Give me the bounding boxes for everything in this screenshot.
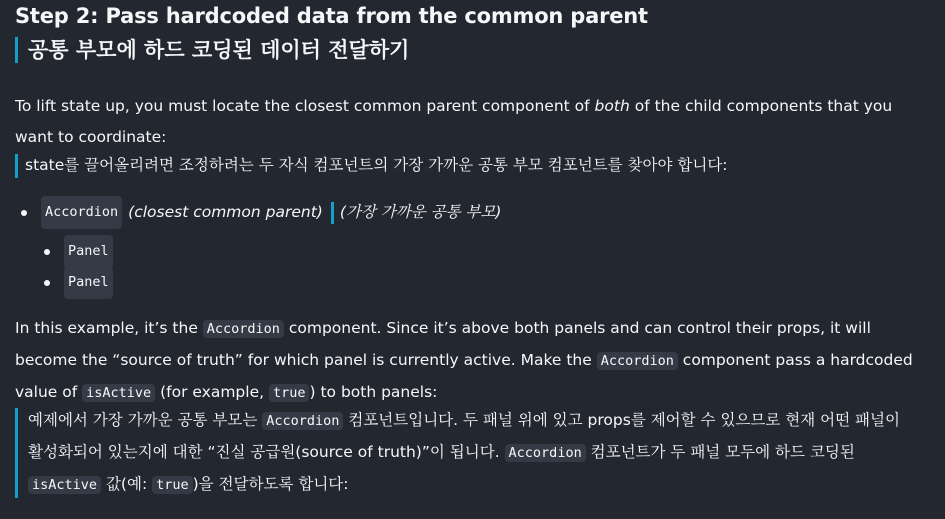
intro-translation [15, 150, 728, 181]
step-heading: Step 2: Pass hardcoded data from the common parent [15, 4, 648, 28]
list-item-note-ko: (가장 가까운 공통 부모) [339, 203, 502, 221]
text-run: component pass a hardcoded value of [15, 351, 913, 401]
text-run: 컴포넌트입니다. 두 패널 위에 있고 props를 제어할 수 있으므로 현재 어떤 패널이 활성화되어 있는지에 대한 “진실 공급원(source of truth)”이 됩니다. [28, 411, 900, 461]
intro-paragraph [15, 91, 915, 153]
explanation-ko-paragraph [28, 405, 918, 501]
inline-code: Accordion [203, 320, 284, 338]
translation-bar [15, 408, 18, 498]
text-run: component. Since it’s above both panels and can control their props, it will become the “source of truth” for which panel is currently active. Make the [15, 319, 871, 369]
inline-code: Panel [64, 235, 113, 268]
list-item-panel [44, 235, 113, 268]
inline-code: isActive [82, 384, 155, 402]
list-item-accordion [21, 196, 501, 229]
translation-bar [15, 37, 18, 63]
text-run: 값(예: [101, 475, 153, 493]
translation-bar [331, 202, 334, 224]
intro-ko-text: state를 끌어올리려면 조정하려는 두 자식 컴포넌트의 가장 가까운 공통 부모 컴포넌트를 찾아야 합니다: [25, 156, 728, 174]
inline-code: true [152, 476, 193, 494]
bullet-icon [21, 210, 27, 216]
inline-code: true [269, 384, 310, 402]
inline-code: Accordion [262, 412, 343, 430]
text-run: ) to both panels: [309, 383, 438, 401]
text-run: In this example, it’s the [15, 319, 203, 337]
text-run: (for example, [155, 383, 269, 401]
text-run: 컴포넌트가 두 패널 모두에 하드 코딩된 [585, 443, 855, 461]
intro-text-2: of the child components that you want to coordinate: [15, 97, 893, 146]
translation-bar [15, 154, 18, 178]
explanation-translation [15, 405, 918, 501]
list-item-note: (closest common parent) [128, 203, 323, 221]
explanation-paragraph [15, 313, 930, 409]
intro-emphasis: both [594, 97, 630, 115]
step-heading-translation [15, 35, 409, 65]
bullet-icon [44, 249, 50, 255]
bullet-icon [44, 280, 50, 286]
inline-code: Accordion [41, 196, 122, 229]
inline-code: Panel [64, 266, 113, 299]
text-run: 예제에서 가장 가까운 공통 부모는 [28, 411, 263, 429]
inline-code: Accordion [505, 444, 586, 462]
inline-code: Accordion [597, 352, 678, 370]
inline-code: isActive [28, 476, 101, 494]
step-heading-ko: 공통 부모에 하드 코딩된 데이터 전달하기 [28, 38, 410, 62]
list-item-panel [44, 266, 113, 299]
intro-text-1: To lift state up, you must locate the closest common parent component of [15, 97, 595, 115]
text-run: )을 전달하도록 합니다: [192, 475, 349, 493]
